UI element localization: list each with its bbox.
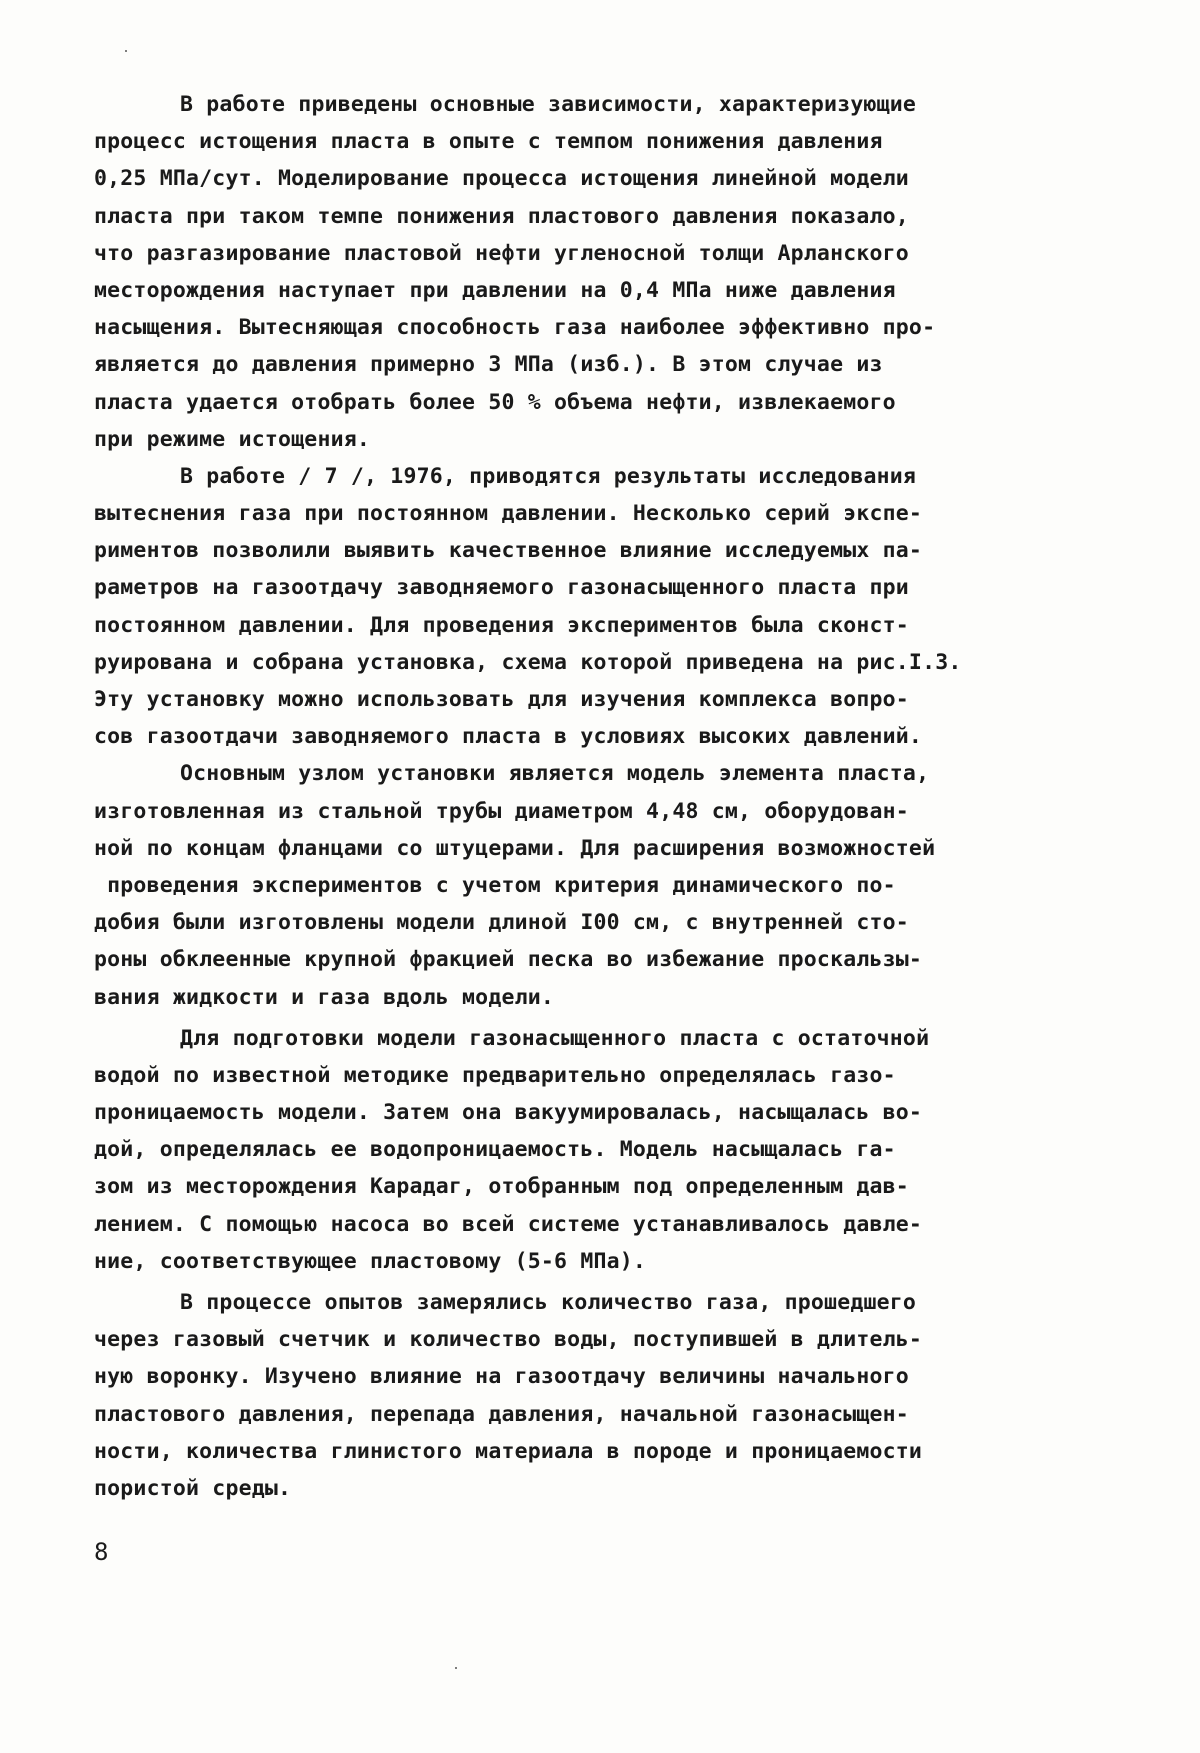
paragraph [94, 1020, 1094, 1280]
text-line: ную воронку. Изучено влияние на газоотдачу величины начального [94, 1364, 909, 1390]
text-line: сов газоотдачи заводняемого пласта в условиях высоких давлений. [94, 724, 923, 750]
paragraph [94, 86, 1094, 458]
text-line: ние, соответствующее пластовому (5-6 МПа). [94, 1248, 647, 1274]
text-line: пластового давления, перепада давления, начальной газонасыщен- [94, 1401, 909, 1427]
text-line: Основным узлом установки является модель элемента пласта, [180, 761, 930, 787]
text-line: ной по концам фланцами со штуцерами. Для расширения возможностей [94, 835, 936, 861]
scan-speck [125, 50, 127, 52]
text-line: насыщения. Вытесняющая способность газа наиболее эффективно про- [94, 315, 936, 341]
text-line: месторождения наступает при давлении на 0,4 МПа ниже давления [94, 277, 896, 303]
text-line: проведения экспериментов с учетом критерия динамического по- [94, 872, 896, 898]
text-line: В процессе опытов замерялись количество газа, прошедшего [180, 1290, 917, 1315]
paragraph [94, 458, 1094, 756]
text-line: В работе / 7 /, 1976, приводятся результаты исследования [180, 463, 917, 489]
text-line: при режиме истощения. [94, 426, 371, 452]
text-line: роны обклеенные крупной фракцией песка во избежание проскальзы- [94, 947, 923, 973]
text-line: водой по известной методике предварительно определялась газо- [94, 1062, 896, 1088]
text-line: является до давления примерно 3 МПа (изб.). В этом случае из [94, 352, 883, 378]
text-line: проницаемость модели. Затем она вакуумировалась, насыщалась во- [94, 1100, 923, 1126]
text-line: пористой среды. [94, 1475, 292, 1501]
text-line: руирована и собрана установка, схема которой приведена на рис.I.3. [94, 649, 962, 675]
text-line: 0,25 МПа/сут. Моделирование процесса истощения линейной модели [94, 166, 909, 192]
text-line: зом из месторождения Карадаг, отобранным под определенным дав- [94, 1174, 909, 1200]
text-line: пласта удается отобрать более 50 % объема нефти, извлекаемого [94, 389, 896, 415]
text-line: процесс истощения пласта в опыте с темпом понижения давления [94, 129, 883, 155]
text-line: Эту установку можно использовать для изучения комплекса вопро- [94, 687, 909, 712]
page-number: 8 [94, 1538, 109, 1566]
paragraph [94, 755, 1094, 1015]
text-line: что разгазирование пластовой нефти угленосной толщи Арланского [94, 240, 909, 266]
paragraph [94, 1284, 1094, 1507]
text-line: пласта при таком темпе понижения пластового давления показало, [94, 203, 909, 229]
text-line: лением. С помощью насоса во всей системе устанавливалось давле- [94, 1211, 923, 1237]
text-line: изготовленная из стальной трубы диаметром 4,48 см, оборудован- [94, 798, 909, 824]
body-text [94, 86, 1094, 1507]
scan-speck [455, 1667, 457, 1669]
text-line: вытеснения газа при постоянном давлении. Несколько серий экспе- [94, 501, 923, 527]
text-line: добия были изготовлены модели длиной I00 см, с внутренней сто- [94, 910, 909, 936]
text-line: через газовый счетчик и количество воды, поступившей в длитель- [94, 1327, 923, 1353]
text-line: Для подготовки модели газонасыщенного пласта с остаточной [180, 1025, 930, 1051]
text-line: В работе приведены основные зависимости, характеризующие [180, 92, 917, 117]
text-line: дой, определялась ее водопроницаемость. Модель насыщалась га- [94, 1137, 896, 1163]
text-line: раметров на газоотдачу заводняемого газонасыщенного пласта при [94, 575, 909, 601]
text-line: постоянном давлении. Для проведения экспериментов была сконст- [94, 612, 909, 638]
text-line: ности, количества глинистого материала в породе и проницаемости [94, 1438, 923, 1464]
text-line: вания жидкости и газа вдоль модели. [94, 984, 555, 1010]
text-line: риментов позволили выявить качественное влияние исследуемых па- [94, 538, 923, 564]
